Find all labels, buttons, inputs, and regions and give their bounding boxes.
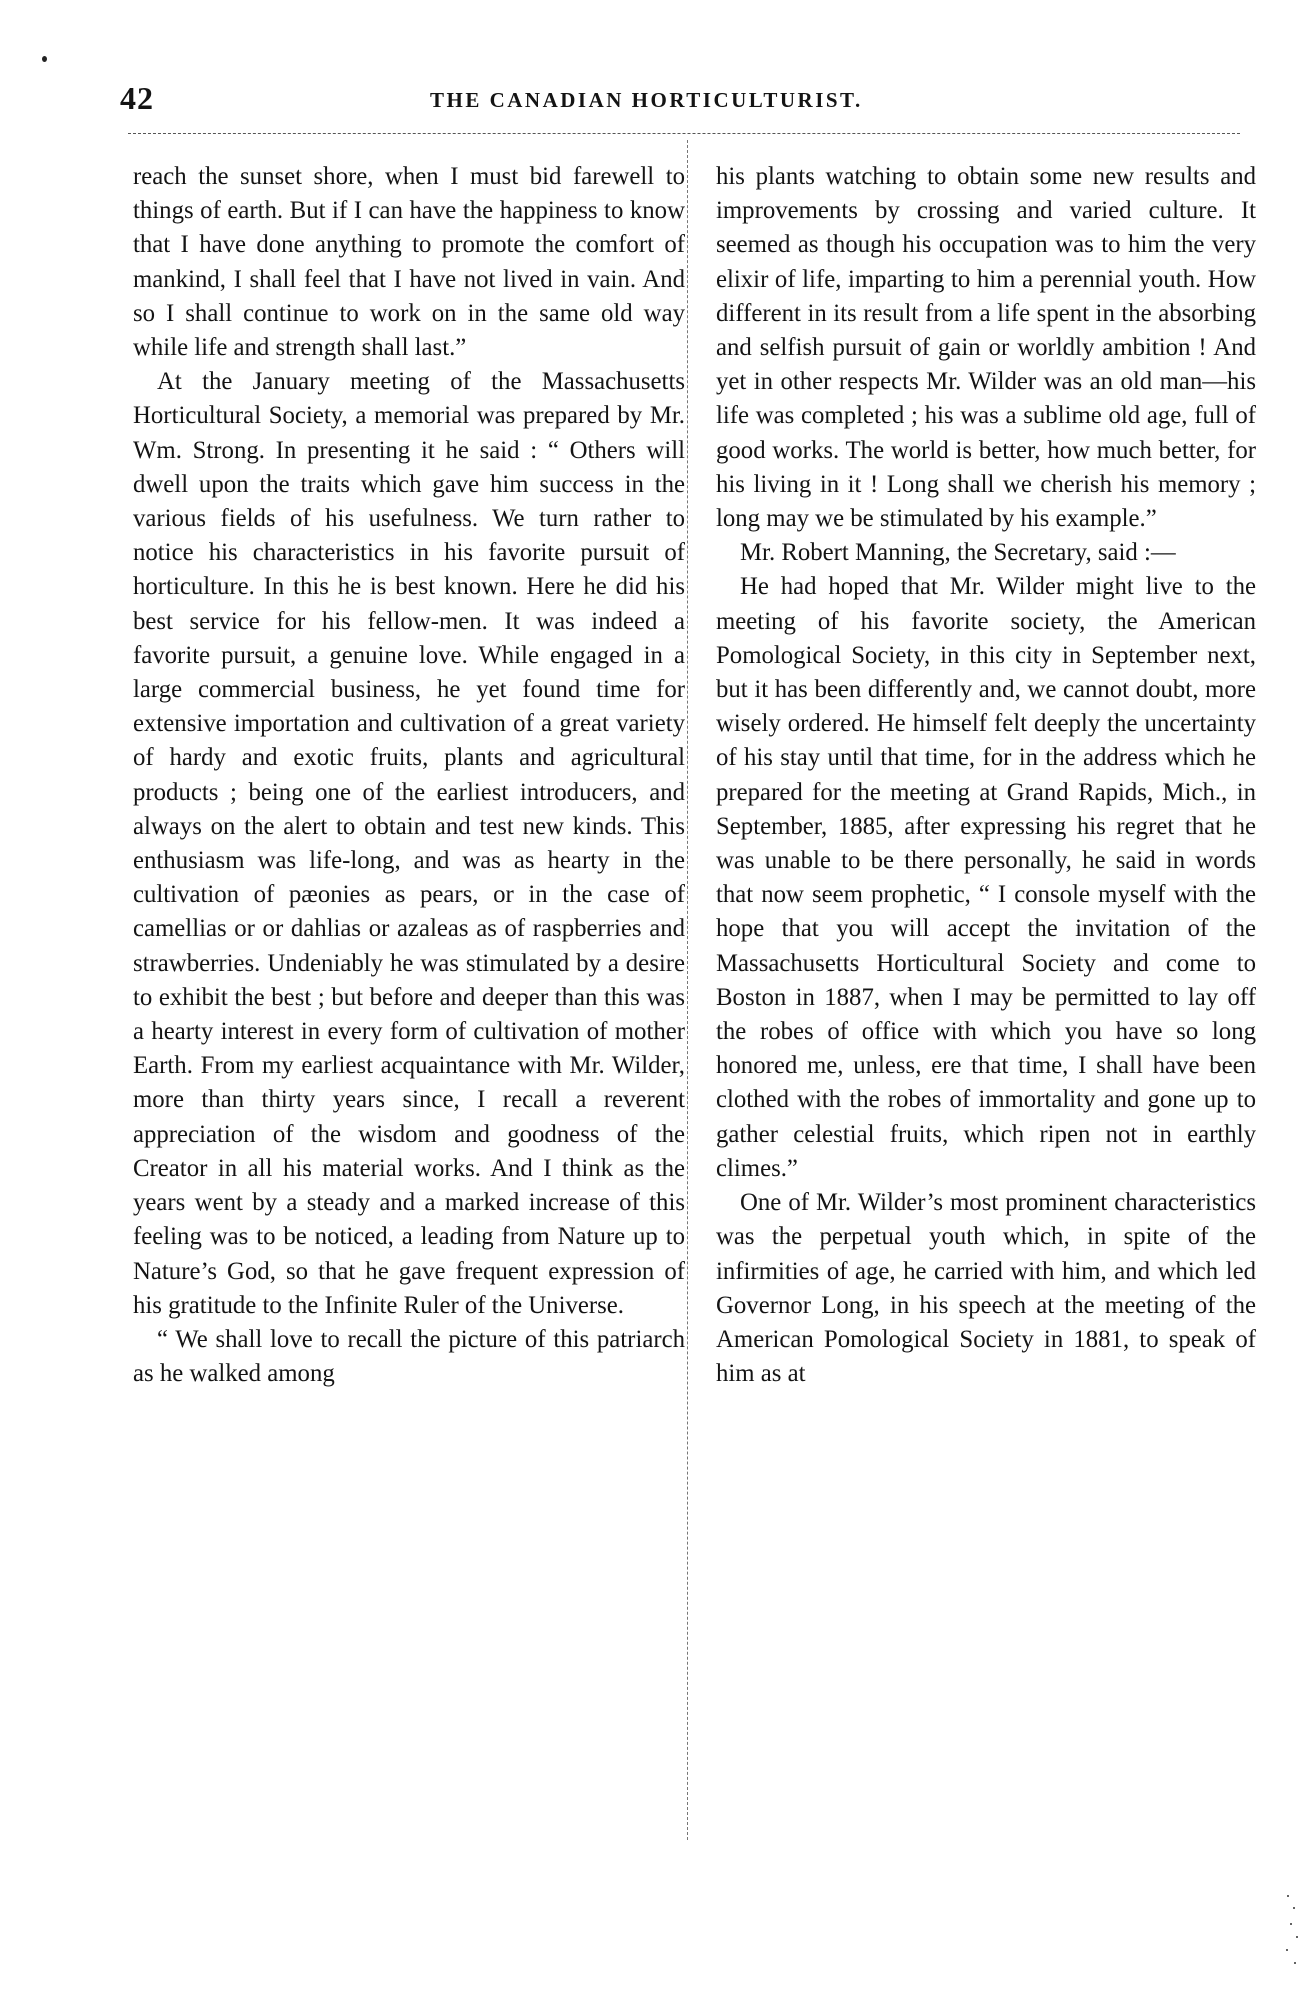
running-title: THE CANADIAN HORTICULTURIST. bbox=[430, 88, 863, 112]
paragraph: “ We shall love to recall the picture of this patriarch as he walked among bbox=[133, 1325, 685, 1388]
page-header bbox=[0, 80, 1303, 120]
right-column bbox=[716, 160, 1256, 1391]
page-number: 42 bbox=[120, 80, 154, 116]
column-divider bbox=[687, 140, 688, 1840]
paragraph: At the January meeting of the Massachusetts Horticultural Society, a memorial was prepared by Mr. Wm. Strong. In presenting it he said : “ Others will dwell upon the traits which gave him success in the various fields of his usefulness. We turn rather to notice his characteristics in his favorite pursuit of horticulture. In this he is best known. Here he did his best service for his fellow-men. It was indeed a favorite pursuit, a genuine love. While engaged in a large commercial business, he yet found time for extensive importation and cultivation of a great variety of hardy and exotic fruits, plants and agricultural products ; being one of the earliest introducers, and always on the alert to obtain and test new kinds. This enthusiasm was life-long, and was as hearty in the cultivation of pæonies as pears, or in the case of camellias or or dahlias or azaleas as of raspberries and strawberries. Undeniably he was stimulated by a desire to exhibit the best ; but before and deeper than this was a hearty interest in every form of cultivation of mother Earth. From my earliest acquaintance with Mr. Wilder, more than thirty years since, I recall a reverent appreciation of the wisdom and goodness of the Creator in all his material works. And I think as the years went by a steady and a marked increase of this feeling was to be noticed, a leading from Nature up to Nature’s God, so that he gave frequent expression of his gratitude to the Infinite Ruler of the Universe. bbox=[133, 368, 685, 1319]
header-rule bbox=[128, 133, 1240, 134]
paragraph: One of Mr. Wilder’s most prominent characteristics was the perpetual youth which, in spite of the infirmities of age, he carried with him, and which led Governor Long, in his speech at the meeting of the American Pomological Society in 1881, to speak of him as at bbox=[716, 1189, 1256, 1388]
paragraph: Mr. Robert Manning, the Secretary, said :— bbox=[740, 539, 1176, 567]
paragraph: his plants watching to obtain some new results and improvements by crossing and varied culture. It seemed as though his occupation was to him the very elixir of life, imparting to him a perennial youth. How different in its result from a life spent in the absorbing and selfish pursuit of gain or worldly ambition ! And yet in other respects Mr. Wilder was an old man—his life was completed ; his was a sublime old age, full of good works. The world is better, how much better, for his living in it ! Long shall we cherish his memory ; long may we be stimulated by his example.” bbox=[716, 163, 1256, 533]
ink-mark bbox=[42, 56, 47, 62]
paragraph: He had hoped that Mr. Wilder might live to the meeting of his favorite society, the American Pomological Society, in this city in September next, but it has been differently and, we cannot doubt, more wisely ordered. He himself felt deeply the uncertainty of his stay until that time, for in the address which he prepared for the meeting at Grand Rapids, Mich., in September, 1885, after expressing his regret that he was unable to be there personally, he said in words that now seem prophetic, “ I console myself with the hope that you will accept the invitation of the Massachusetts Horticultural Society and come to Boston in 1887, when I may be permitted to lay off the robes of office with which you have so long honored me, unless, ere that time, I shall have been clothed with the robes of immortality and gone up to gather celestial fruits, which ripen not in earthly climes.” bbox=[716, 573, 1256, 1182]
paragraph: reach the sunset shore, when I must bid farewell to things of earth. But if I can have the happiness to know that I have done anything to promote the comfort of mankind, I shall feel that I have not lived in vain. And so I shall continue to work on in the same old way while life and strength shall last.” bbox=[133, 163, 685, 362]
scan-speckles bbox=[1281, 1885, 1303, 1975]
left-column bbox=[133, 160, 685, 1391]
